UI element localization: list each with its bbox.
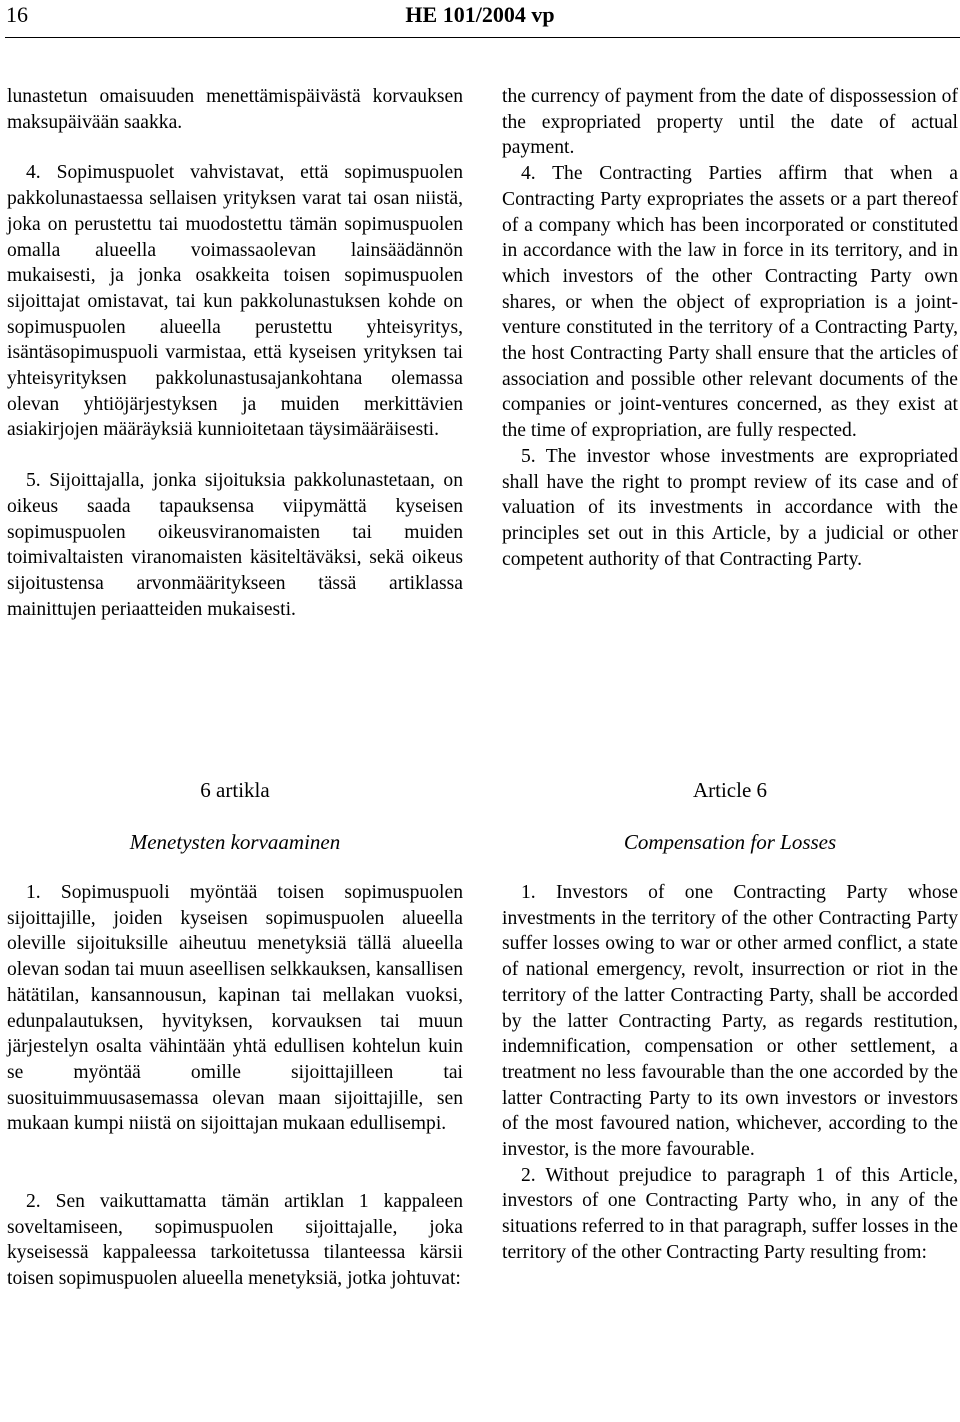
english-article-section	[502, 880, 958, 1266]
page-number: 16	[6, 2, 28, 27]
english-paragraph-continuation: the currency of payment from the date of dispossession of the expropriated property until the date of actual payment.	[502, 86, 958, 159]
english-article-heading: Article 6	[692, 778, 768, 802]
english-paragraph-5: 5. The investor whose investments are expropriated shall have the right to prompt review of its case and of valuation of its investments in accordance with the principles set out in this Article, by a judicial or other competent authority of that Contracting Party.	[502, 445, 958, 570]
finnish-paragraph-4: 4. Sopimuspuolet vahvistavat, että sopimuspuolen pakkolunastaessa sellaisen yrityksen varat tai osan niistä, joka on perustettu tai muodostettu tämän sopimuspuolen omalla alueella voimassaolevan lainsäädännön mukaisesti, ja jonka osakkeita toisen sopimuspuolen sijoittajat omistavat, tai kun pakkolunastuksen kohde on sopimuspuolen alueella perustettu yhteisyritys, isäntäsopimuspuoli varmistaa, että kyseisen yrityksen tai yhteisyrityksen pakkolunastusajankohtana olemassa olevan yhtiöjärjestyksen ja muiden merkittävien asiakirjojen määräyksiä kunnioitetaan täysimääräisesti.	[7, 162, 463, 441]
finnish-top-section	[7, 84, 463, 622]
finnish-paragraph-continuation: lunastetun omaisuuden menettämispäivästä korvauksen maksupäivään saakka.	[7, 86, 463, 133]
english-article-paragraph-1: 1. Investors of one Contracting Party whose investments in the territory of the other Contracting Party suffer losses owing to war or other armed conflict, a state of national emergency, revolt, insurrection or riot in the territory of the latter Contracting Party, shall be accorded by the latter Contracting Party, as regards restitution, indemnification, compensation or other settlement, a treatment no less favourable than the one accorded by the latter Contracting Party to its own investors or investors of the most favoured nation, whichever, according to the investor, is the more favourable.	[502, 882, 958, 1161]
finnish-article-section	[7, 880, 463, 1292]
english-article-paragraph-2: 2. Without prejudice to paragraph 1 of this Article, investors of one Contracting Party who, in any of the situations referred to in that paragraph, suffer losses in the territory of the other Contracting Party resulting from:	[502, 1164, 958, 1263]
header-rule	[5, 37, 960, 38]
finnish-article-paragraph-2: 2. Sen vaikuttamatta tämän artiklan 1 kappaleen soveltamiseen, sopimuspuolen sijoittajalle, joka kyseisessä kappaleessa tarkoitetussa tilanteessa kärsii toisen sopimuspuolen alueella menetyksiä, jotka johtuvat:	[7, 1191, 463, 1290]
document-id: HE 101/2004 vp	[405, 2, 555, 27]
finnish-article-title: Menetysten korvaaminen	[129, 830, 341, 854]
finnish-article-paragraph-1: 1. Sopimuspuoli myöntää toisen sopimuspuolen sijoittajille, joiden kyseisen sopimuspuolen alueella oleville sijoituksille aiheutuu menetyksiä tällä alueella olevan sodan tai muun aseellisen selkkauksen, kansallisen hätätilan, kansannousun, kapinan tai mellakan vuoksi, edunpalautuksen, hyvityksen, korvauksen tai muun järjestelyn osalta vähintään yhtä edullisen kohtelun kuin se myöntää omille sijoittajilleen tai suosituimmuusasemassa olevan maan sijoittajille, sen mukaan kumpi niistä on sijoittajan mukaan edullisempi.	[7, 882, 463, 1135]
english-top-section	[502, 84, 958, 572]
finnish-paragraph-5: 5. Sijoittajalla, jonka sijoituksia pakkolunastetaan, on oikeus saada tapauksensa viipymättä kyseisen sopimuspuolen oikeusviranomaisten tai muiden toimivaltaisten viranomaisten käsiteltäväksi, sekä oikeus sijoitustensa arvonmääritykseen tässä artiklassa mainittujen periaatteiden mukaisesti.	[7, 470, 463, 620]
english-article-title: Compensation for Losses	[623, 830, 837, 854]
page-header	[0, 0, 960, 44]
english-paragraph-4: 4. The Contracting Parties affirm that when a Contracting Party expropriates the assets or a part thereof of a company which has been incorporated or constituted in accordance with the law in force in its territory, and in which investors of the other Contracting Party own shares, or when the object of expropriation is a joint-venture constituted in the territory of a Contracting Party, the host Contracting Party shall ensure that the articles of association and possible other relevant documents of the companies or joint-ventures concerned, as they exist at the time of expropriation, are fully respected.	[502, 163, 958, 442]
finnish-article-heading: 6 artikla	[200, 778, 270, 802]
